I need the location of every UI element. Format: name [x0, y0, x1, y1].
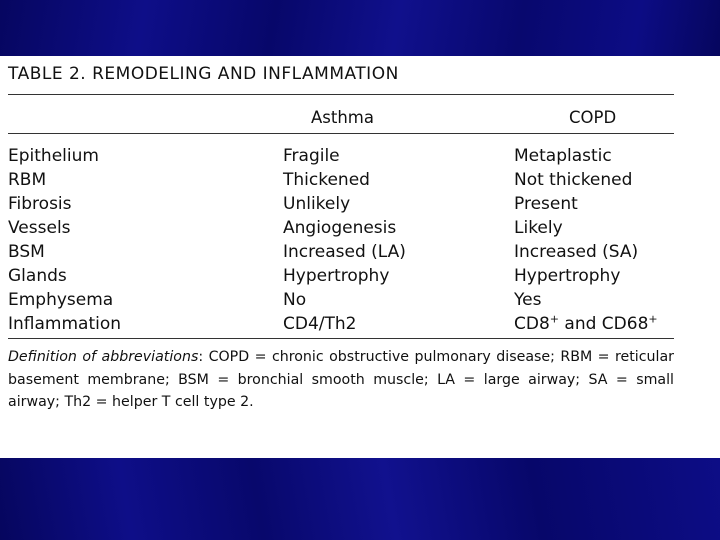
table-title: TABLE 2. REMODELING AND INFLAMMATION [8, 64, 399, 84]
row-asthma-value: Thickened [283, 170, 370, 190]
header-rule [8, 133, 674, 134]
row-feature: Vessels [8, 218, 71, 238]
table-row [8, 216, 674, 240]
row-feature: RBM [8, 170, 47, 190]
row-feature: Inflammation [8, 314, 122, 334]
cd8-superscript: + [549, 312, 559, 326]
row-feature: Epithelium [8, 146, 99, 166]
table-row [8, 144, 674, 168]
slide-bottom-band [0, 458, 720, 540]
row-copd-value: Metaplastic [514, 146, 612, 166]
row-copd-value: Likely [514, 218, 563, 238]
row-copd-value: Hypertrophy [514, 266, 621, 286]
table-panel [0, 56, 720, 458]
row-copd-value [514, 312, 658, 336]
row-feature: Fibrosis [8, 194, 72, 214]
row-asthma-value: Unlikely [283, 194, 351, 214]
footnote-label: Definition of abbreviations [8, 349, 199, 365]
row-copd-value: Not thickened [514, 170, 633, 190]
cd68-text: and CD68 [559, 314, 649, 334]
row-asthma-value: Increased (LA) [283, 242, 406, 262]
row-copd-value: Increased (SA) [514, 242, 639, 262]
row-feature: BSM [8, 242, 45, 262]
row-asthma-value: Angiogenesis [283, 218, 397, 238]
row-copd-value: Yes [514, 290, 542, 310]
row-asthma-value: No [283, 290, 307, 310]
bottom-rule [8, 338, 674, 339]
table-row [8, 264, 674, 288]
slide-top-band [0, 0, 720, 56]
row-feature: Emphysema [8, 290, 114, 310]
row-feature: Glands [8, 266, 67, 286]
table-row [8, 192, 674, 216]
row-asthma-value: CD4/Th2 [283, 314, 357, 334]
row-asthma-value: Fragile [283, 146, 340, 166]
row-copd-value: Present [514, 194, 578, 214]
row-asthma-value: Hypertrophy [283, 266, 390, 286]
column-header-asthma: Asthma [311, 108, 374, 127]
top-rule [8, 94, 674, 95]
cd8-text: CD8 [514, 314, 550, 334]
table-body [8, 144, 674, 336]
table-footnote [8, 346, 674, 414]
table-row [8, 168, 674, 192]
cd68-superscript: + [648, 312, 658, 326]
footnote-text: : COPD = chronic obstructive pulmonary disease; RBM = reticular basement membrane; BSM = bronchial smooth muscle; LA = large airway; SA = small airway; Th2 = helper T cell type 2. [8, 349, 674, 410]
table-row [8, 240, 674, 264]
table-row [8, 288, 674, 312]
column-header-copd: COPD [569, 108, 617, 127]
table-row [8, 312, 674, 336]
